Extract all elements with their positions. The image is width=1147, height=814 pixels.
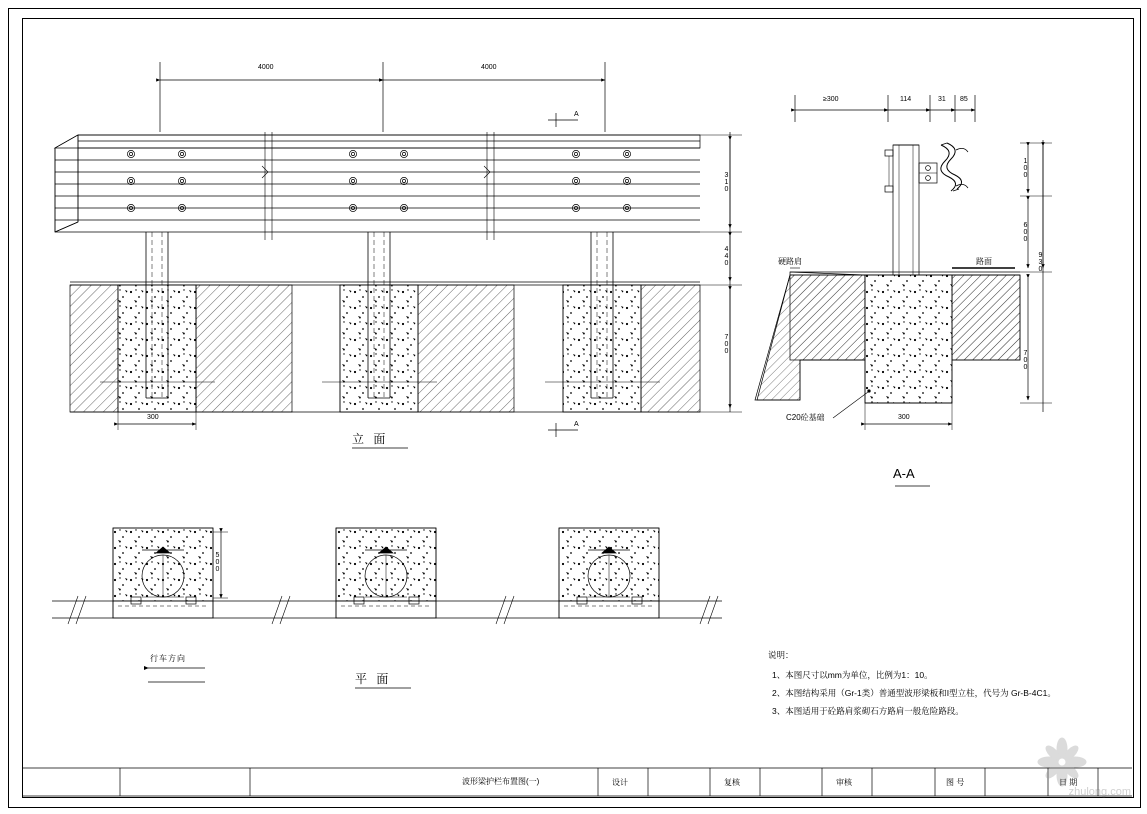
title-section-aa: A-A xyxy=(893,466,915,481)
titleblock-drawing-name: 波形梁护栏布置图(一) xyxy=(462,777,540,786)
titleblock-design: 设计 xyxy=(612,778,628,787)
dim-post-upper: 440 xyxy=(723,246,730,267)
dim-sec-c: 85 xyxy=(960,96,968,103)
title-plan: 平 面 xyxy=(355,672,392,686)
note-line-1: 1、本图尺寸以mm为单位，比例为1：10。 xyxy=(772,670,933,680)
dim-span-left: 4000 xyxy=(258,64,274,71)
dim-rail-height: 310 xyxy=(723,172,730,193)
watermark-text: zhulong.com xyxy=(1068,786,1131,798)
dim-sec-total: 930 xyxy=(1037,252,1044,273)
titleblock-date: 日 期 xyxy=(1059,778,1078,787)
section-mark-top: A xyxy=(574,111,579,118)
dim-sec-a: 114 xyxy=(900,96,912,103)
note-line-3: 3、本图适用于砼路肩浆砌石方路肩一般危险路段。 xyxy=(772,706,964,716)
titleblock-review: 审核 xyxy=(836,778,852,787)
dim-sec-embed: 700 xyxy=(1022,350,1029,371)
section-mark-bottom: A xyxy=(574,421,579,428)
callout-roadbed: 路面 xyxy=(976,257,992,266)
dim-sec-mid: 600 xyxy=(1022,222,1029,243)
notes-heading: 说明： xyxy=(768,650,794,660)
dim-post-embed: 700 xyxy=(723,334,730,355)
callout-shoulder: 硬路肩 xyxy=(778,257,802,266)
callout-concrete: C20砼基础 xyxy=(786,413,825,422)
dim-sec-edge: ≥300 xyxy=(823,96,839,103)
dim-sec-b: 31 xyxy=(938,96,946,103)
dim-sec-base-width: 300 xyxy=(898,414,910,421)
title-elevation: 立 面 xyxy=(352,432,389,446)
dim-span-right: 4000 xyxy=(481,64,497,71)
label-traffic-direction: 行车方向 xyxy=(150,654,186,663)
dim-plan-footing-height: 500 xyxy=(214,552,221,573)
dim-sec-top: 100 xyxy=(1022,158,1029,179)
dim-footing-width: 300 xyxy=(147,414,159,421)
titleblock-check: 复核 xyxy=(724,778,740,787)
note-line-2: 2、本图结构采用（Gr-1类）普通型波形梁板和I型立柱，代号为 Gr-B-4C1。 xyxy=(772,688,1056,698)
titleblock-sheet-no: 图 号 xyxy=(946,778,965,787)
